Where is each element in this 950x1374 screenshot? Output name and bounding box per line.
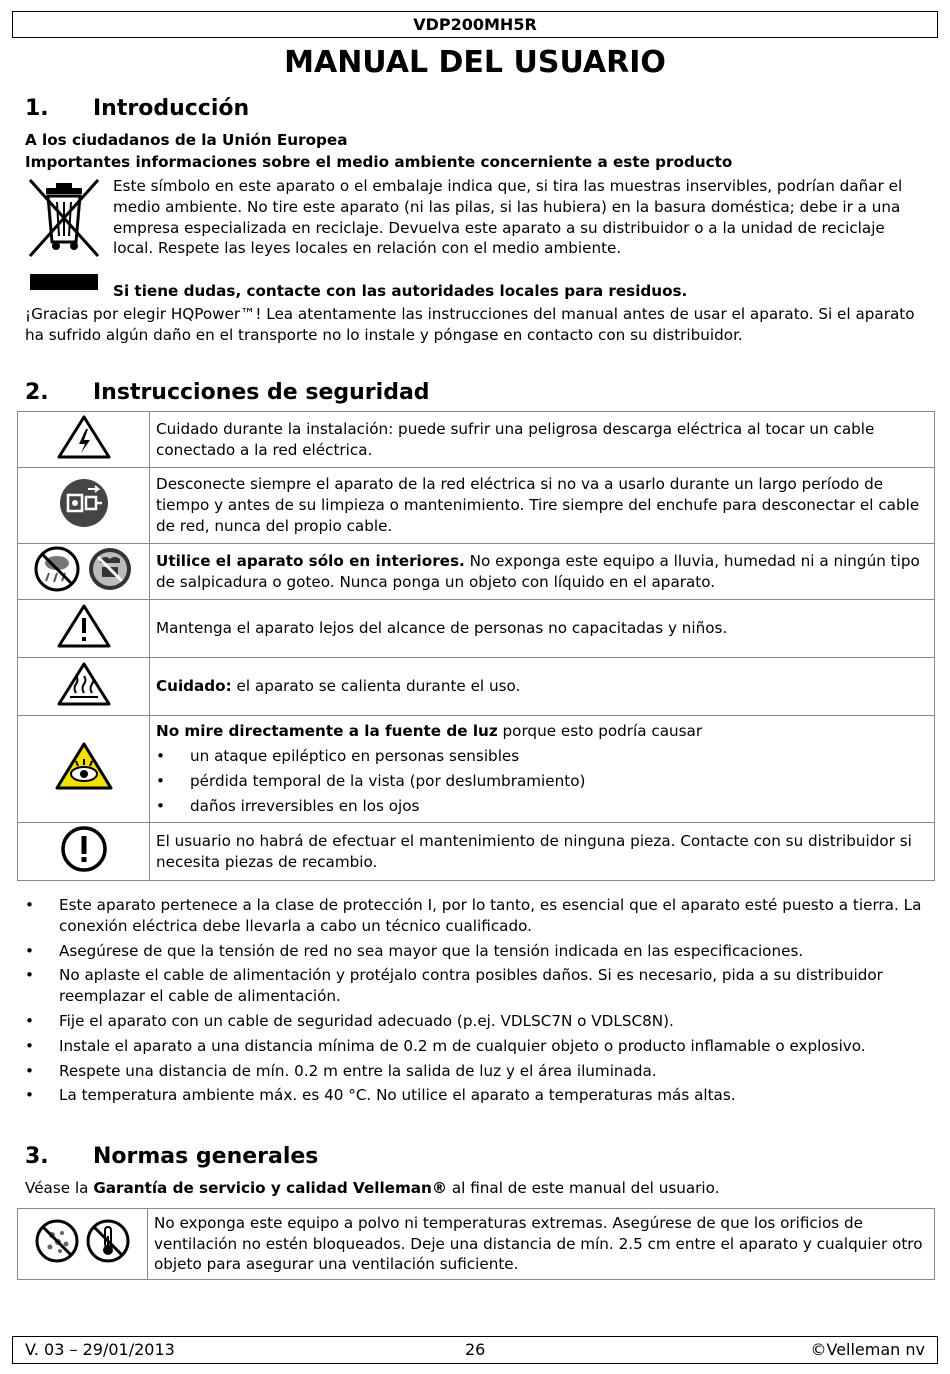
document-title: MANUAL DEL USUARIO (284, 45, 666, 80)
no-rain-icon (33, 545, 81, 593)
safety-text-bold: No mire directamente a la fuente de luz (156, 722, 498, 741)
safety-row (18, 716, 935, 823)
eye-light-warning-icon (54, 741, 114, 791)
page-header (12, 11, 938, 38)
safety-row (18, 600, 935, 658)
no-extreme-temperature-icon (85, 1218, 131, 1264)
section-1-heading: 1. Introducción (25, 96, 250, 121)
footer-copyright: ©Velleman nv (810, 1340, 925, 1359)
list-item: • pérdida temporal de la vista (por deslumbramiento) (156, 771, 928, 792)
weee-bin-icon (26, 176, 102, 294)
general-table (17, 1208, 935, 1280)
safety-row (18, 412, 935, 468)
safety-table (17, 411, 935, 881)
disconnect-plug-icon (58, 477, 110, 529)
general-warning-icon (56, 603, 112, 649)
safety-text: El usuario no habrá de efectuar el mantenimiento de ninguna pieza. Contacte con su distribuidor si necesita piezas de recambio. (150, 823, 935, 881)
electric-shock-warning-icon (56, 414, 112, 460)
safety-text: No exponga este equipo a polvo ni temperaturas extremas. Asegúrese de que los orificios de ventilación no estén bloqueados. Deje una distancia de mín. 2.5 cm entre el aparato y cualquier otro objeto para asegurar una ventilación suficiente. (148, 1209, 935, 1280)
list-item: • Asegúrese de que la tensión de red no sea mayor que la tensión indicada en las especificaciones. (25, 941, 930, 962)
list-item: • daños irreversibles en los ojos (156, 796, 928, 817)
section-1-sub1: A los ciudadanos de la Unión Europea (25, 131, 348, 149)
section-1-sub2: Importantes informaciones sobre el medio ambiente concerniente a este producto (25, 153, 733, 171)
weee-text: Este símbolo en este aparato o el embalaje indica que, si tira las muestras inservibles, podrían dañar el medio ambiente. No tire este aparato (ni las pilas, si las hubiera) en la basura doméstica; debe ir a una empresa especializada en reciclaje. Devuelva este aparato a su distribuidor o a la unidad de reciclaje local. Respete las leyes locales en relación con el medio ambiente. (113, 177, 903, 258)
thanks-paragraph: ¡Gracias por elegir HQPower™! Lea atentamente las instrucciones del manual antes de usar el aparato. Si el aparato ha sufrido algún daño en el transporte no lo instale y póngase en contacto con su distribuidor. (25, 305, 915, 344)
list-item: • La temperatura ambiente máx. es 40 °C. No utilice el aparato a temperaturas más altas. (25, 1085, 930, 1106)
list-item: • Fije el aparato con un cable de seguridad adecuado (p.ej. VDLSC7N o VDLSC8N). (25, 1011, 930, 1032)
no-moisture-icon (86, 545, 134, 593)
safety-row (18, 468, 935, 544)
list-item: • Respete una distancia de mín. 0.2 m entre la salida de luz y el área iluminada. (25, 1061, 930, 1082)
list-item: • Este aparato pertenece a la clase de protección I, por lo tanto, es esencial que el aparato esté puesto a tierra. La conexión eléctrica debe llevarla a cabo un técnico cualificado. (25, 895, 930, 937)
safety-text: No exponga este equipo a lluvia, humedad ni a ningún tipo de salpicadura o goteo. Nunca ponga un objeto con líquido en el aparato. (156, 551, 920, 591)
safety-row (18, 658, 935, 716)
list-item: • Instale el aparato a una distancia mínima de 0.2 m de cualquier objeto o producto inflamable o explosivo. (25, 1036, 930, 1057)
list-item: • No aplaste el cable de alimentación y protéjalo contra posibles daños. Si es necesario, pida a su distribuidor reemplazar el cable de alimentación. (25, 965, 930, 1007)
safety-row (18, 823, 935, 881)
no-dust-icon (34, 1218, 80, 1264)
safety-row (18, 1209, 935, 1280)
page-number: 26 (465, 1340, 486, 1359)
safety-row (18, 544, 935, 600)
hot-surface-icon (56, 661, 112, 707)
attention-icon (60, 825, 108, 873)
footer-version: V. 03 – 29/01/2013 (25, 1340, 175, 1359)
weee-contact: Si tiene dudas, contacte con las autoridades locales para residuos. (113, 282, 688, 300)
safety-text: Cuidado durante la instalación: puede sufrir una peligrosa descarga eléctrica al tocar un cable conectado a la red eléctrica. (150, 412, 935, 468)
section-2-heading: 2. Instrucciones de seguridad (25, 380, 430, 405)
safety-text-bold: Utilice el aparato sólo en interiores. (156, 551, 465, 570)
model-number: VDP200MH5R (413, 15, 537, 34)
safety-text: el aparato se calienta durante el uso. (231, 677, 521, 696)
safety-text: Desconecte siempre el aparato de la red eléctrica si no va a usarlo durante un largo período de tiempo y antes de su limpieza o mantenimiento. Tire siempre del enchufe para desconectar el cable de red, nunca del propio cable. (150, 468, 935, 544)
list-item: • un ataque epiléptico en personas sensibles (156, 746, 928, 767)
safety-bullet-list (25, 895, 930, 1110)
safety-text-bold: Cuidado: (156, 677, 232, 696)
safety-text: Mantenga el aparato lejos del alcance de personas no capacitadas y niños. (150, 600, 935, 658)
safety-text: porque esto podría causar (497, 722, 703, 741)
light-hazard-list (156, 746, 928, 816)
section-3-heading: 3. Normas generales (25, 1144, 319, 1169)
page-footer (12, 1336, 938, 1364)
section-3-intro: Véase la Garantía de servicio y calidad Velleman® al final de este manual del usuario. (25, 1179, 720, 1197)
